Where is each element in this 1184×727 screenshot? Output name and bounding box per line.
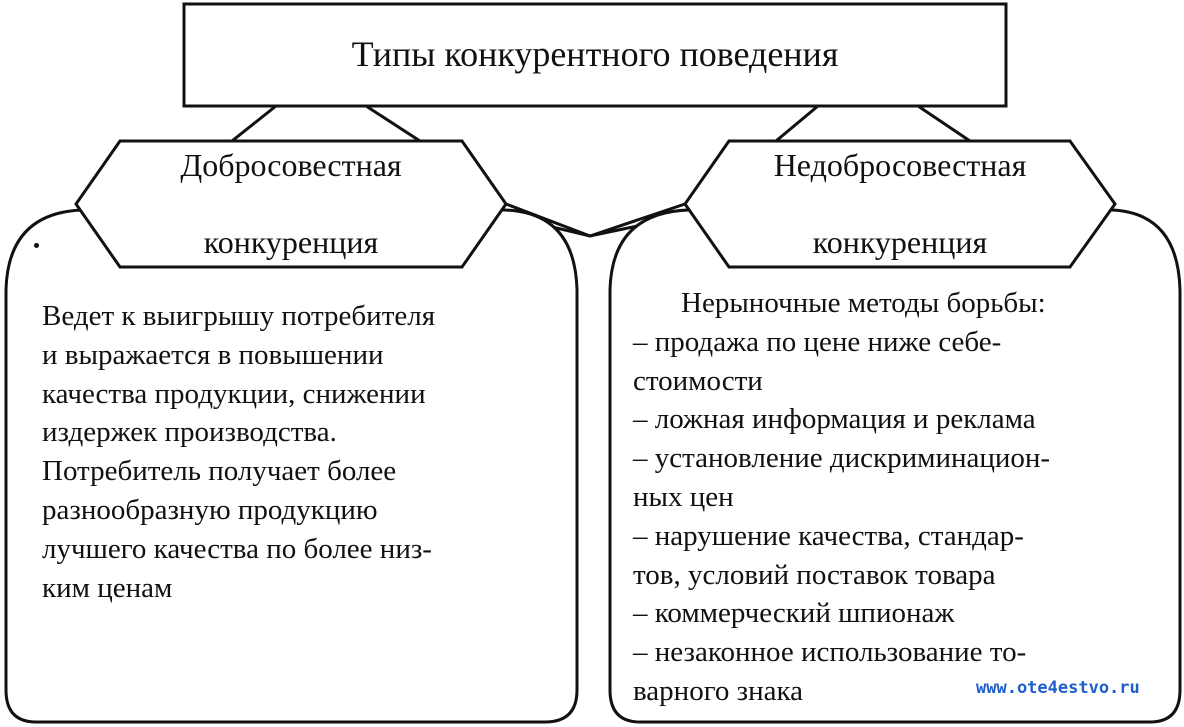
description-line: издержек производства. [42, 416, 337, 449]
methods-heading: Нерыночные методы борьбы: [681, 287, 1046, 319]
site-watermark: www.ote4estvo.ru [976, 678, 1140, 698]
unfair-competition-label [685, 141, 1115, 267]
unfair-competition-label-line: конкуренция [812, 224, 988, 261]
fair-competition-label-line: Добросовестная [180, 147, 402, 184]
description-line: разнообразную продукцию [42, 493, 378, 526]
description-line: лучшего качества по более низ- [42, 532, 432, 565]
unfair-competition-methods [633, 284, 1153, 711]
method-line: – ложная информация и реклама [633, 403, 1036, 436]
diagram-title: Типы конкурентного поведения [351, 34, 839, 75]
fair-competition-label-line: конкуренция [203, 224, 379, 261]
method-line: – продажа по цене ниже себе- [633, 325, 1002, 358]
description-line: Потребитель получает более [42, 455, 397, 488]
method-line: варного знака [633, 674, 803, 707]
description-line: ким ценам [42, 571, 173, 604]
method-line: – коммерческий шпионаж [633, 597, 955, 630]
description-line: качества продукции, снижении [42, 377, 426, 410]
fair-competition-description [42, 297, 562, 607]
method-line: – установление дискриминацион- [633, 442, 1051, 475]
method-line: – незаконное использование то- [633, 636, 1027, 669]
method-line: тов, условий поставок товара [633, 558, 996, 591]
method-line: – нарушение качества, стандар- [633, 519, 1024, 552]
description-line: Ведет к выигрышу потребителя [42, 300, 436, 332]
stray-dot [34, 243, 39, 248]
description-line: и выражается в повышении [42, 338, 384, 371]
unfair-competition-label-line: Недобросовестная [773, 147, 1027, 184]
fair-competition-label [76, 141, 506, 267]
method-line: ных цен [633, 480, 734, 513]
method-line: стоимости [633, 364, 763, 397]
